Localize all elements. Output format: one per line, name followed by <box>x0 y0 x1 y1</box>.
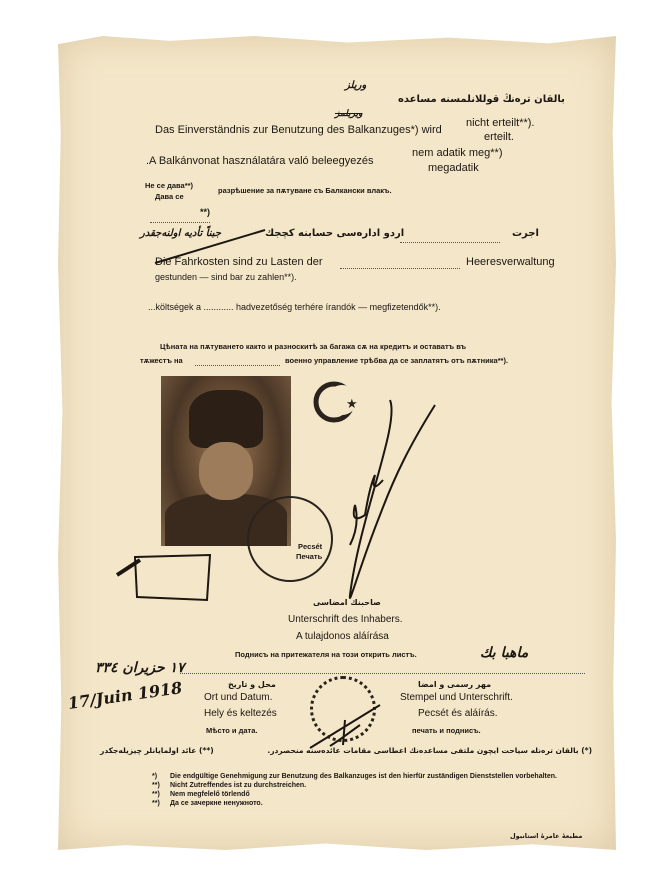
holder-signature-ottoman: صاحبنك امضاسی <box>313 598 381 607</box>
german-fare-line1: Die Fahrkosten sind zu Lasten der <box>155 256 323 268</box>
footnote-mark: **) <box>152 782 160 789</box>
footnote-ottoman-2: (**) عائد اولمايانلر چيزيله‌جكدر <box>100 746 214 755</box>
bulgarian-option-yes: Дава се <box>155 192 184 201</box>
handwritten-date-ottoman: ١٧ حزيران ٣٣٤ <box>95 660 185 676</box>
footnote-item <box>152 772 572 781</box>
hungarian-option-yes: megadatik <box>428 162 479 174</box>
footnote-item <box>152 781 572 790</box>
svg-text:★: ★ <box>346 396 358 411</box>
footnote-text: Nicht Zutreffendes ist zu durchstreichen. <box>170 782 307 789</box>
holder-handwritten-signature: ماهبا بك <box>480 645 529 661</box>
photo-stamp-line2: Печать <box>296 552 323 561</box>
footnote-mark: **) <box>152 800 160 807</box>
hungarian-fare: ...költségek a ............ hadvezetőség terhére írandók — megfizetendők**). <box>148 302 441 312</box>
stamp-signature-ottoman: مهر رسمی و امضا <box>418 680 492 689</box>
rectangular-stamp-icon <box>115 545 225 605</box>
handwritten-ottoman-fare: جبناً تأديه اولنه‌جقدر <box>140 228 222 239</box>
footnote-mark: *) <box>152 773 158 780</box>
printer-mark: مطبعهٔ عامرهٔ استانبول <box>510 832 583 840</box>
stamp-signature-hungarian: Pecsét és aláírás. <box>418 708 498 719</box>
place-date-bulgarian: Мѣсто и дата. <box>206 726 258 735</box>
ottoman-fare-text: اردو اداره‌سی حسابنه کچجك <box>265 228 405 239</box>
handwritten-signature-icon <box>320 395 440 625</box>
bulgarian-fare-line2b: военно управление трѣбва да се заплатятъ отъ пѫтника**). <box>285 356 509 365</box>
blank-marker: **) <box>200 207 211 217</box>
footnote-text: Nem megfelelő törlendő <box>170 791 250 798</box>
ottoman-title: بالقان ترەنڭ قوللانلمسنه مساعده <box>398 94 565 105</box>
handwritten-date-latin: 17/Juin 1918 <box>66 678 184 713</box>
seal-signature-icon <box>305 700 385 750</box>
handwritten-ottoman-top: وريلز <box>345 80 367 91</box>
german-option-granted: erteilt. <box>484 131 514 143</box>
stamp-signature-german: Stempel und Unterschrift. <box>400 692 513 703</box>
photo-stamp-line1: Pecsét <box>298 542 323 551</box>
place-date-german: Ort und Datum. <box>204 692 273 703</box>
hungarian-consent-text: .A Balkánvonat használatára való beleegyezés <box>146 155 374 167</box>
german-option-not-granted: nicht erteilt**). <box>466 117 535 129</box>
holder-signature-hungarian: A tulajdonos aláírása <box>296 631 389 642</box>
bulgarian-consent-text: разрѣшение за пѫтуване съ Балкански влакъ. <box>218 186 392 195</box>
footnote-text: Да се зачеркне ненужното. <box>170 800 263 807</box>
handwritten-ottoman-under: ويريلمز <box>335 109 363 119</box>
holder-signature-bulgarian: Поднисъ на притежателя на този открить листъ. <box>235 650 417 659</box>
german-consent-text: Das Einverständnis zur Benutzung des Balkanzuges*) wird <box>155 124 442 136</box>
german-fare-line2: gestunden — sind bar zu zahlen**). <box>155 272 297 282</box>
bulgarian-fare-line2a: тѫжестъ на <box>140 356 183 365</box>
footnote-list <box>152 772 572 808</box>
place-date-hungarian: Hely és keltezés <box>204 708 277 719</box>
bulgarian-option-not: Не се дава**) <box>145 181 194 190</box>
holder-signature-german: Unterschrift des Inhabers. <box>288 614 403 625</box>
footnote-text: Die endgültige Genehmigung zur Benutzung des Balkanzuges ist den hierfür zuständigen Dienststellen vorbehalten. <box>170 773 557 780</box>
ottoman-fare-right: اجرت <box>512 228 539 239</box>
footnote-ottoman-1: (*) بالقان ترەنله سياحت ايچون ملتفى مساعده‌نك اعطاسى مقامات عائدەسنه منحصردر. <box>267 746 592 755</box>
hungarian-option-not: nem adatik meg**) <box>412 147 503 159</box>
place-date-ottoman: محل و تاريخ <box>228 680 276 689</box>
german-fare-heeresverwaltung: Heeresverwaltung <box>466 256 555 268</box>
stamp-signature-bulgarian: печать и поднисъ. <box>412 726 481 735</box>
footnote-item <box>152 790 572 799</box>
footnote-item <box>152 799 572 808</box>
footnote-mark: **) <box>152 791 160 798</box>
bulgarian-fare-line1: Цѣната на пѫтуването както и разноскитѣ за багажа сѫ на кредитъ и оставатъ въ <box>160 342 467 351</box>
